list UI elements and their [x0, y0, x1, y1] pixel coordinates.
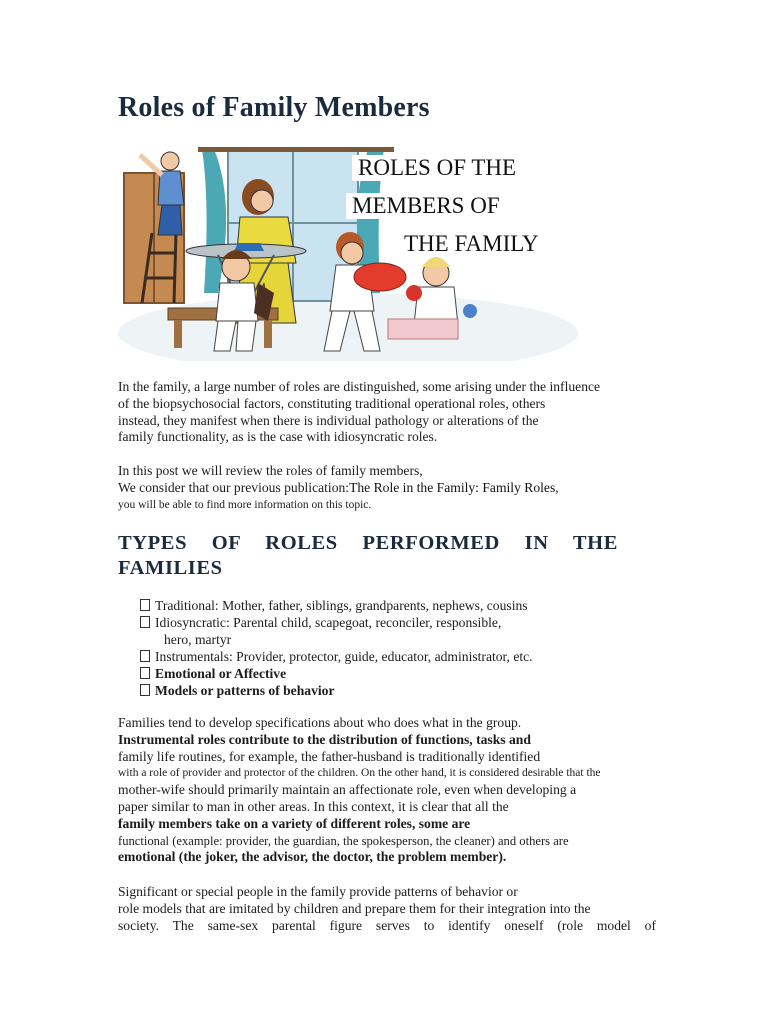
bullet-box-icon — [140, 684, 150, 696]
bullet-box-icon — [140, 616, 150, 628]
list-item-continuation: hero, martyr — [164, 632, 232, 647]
text-line: family functionality, as is the case with idiosyncratic roles. — [118, 429, 438, 445]
text-line: of the biopsychosocial factors, constituting traditional operational roles, others — [118, 395, 546, 411]
text-line: you will be able to find more information on this topic. — [118, 498, 372, 511]
banner-line-3: THE FAMILY — [398, 231, 594, 257]
list-item: Idiosyncratic: Parental child, scapegoat, reconciler, responsible, — [140, 614, 533, 631]
text-fragment: We consider that our previous publication: — [118, 479, 350, 495]
text-line — [118, 480, 649, 497]
text-line: emotional (the joker, the advisor, the doctor, the problem member). — [118, 849, 507, 865]
list-item: Models or patterns of behavior — [140, 682, 533, 699]
text-line: Instrumental roles contribute to the distribution of functions, tasks and — [118, 731, 531, 747]
text-line: family members take on a variety of different roles, some are — [118, 815, 471, 831]
text-line: with a role of provider and protector of the children. On the other hand, it is considered desirable that the — [118, 767, 601, 780]
text-line: mother-wife should primarily maintain an affectionate role, even when developing a — [118, 782, 577, 798]
list-item: Instrumentals: Provider, protector, guide, educator, administrator, etc. — [140, 648, 533, 665]
text-line: society. The same-sex parental figure serves to identify oneself (role model of — [118, 917, 656, 933]
text-line: Families tend to develop specifications about who does what in the group. — [118, 715, 522, 730]
text-line: In the family, a large number of roles are distinguished, some arising under the influence — [118, 379, 601, 394]
role-models-paragraph — [118, 884, 656, 934]
text-line: Significant or special people in the family provide patterns of behavior or — [118, 884, 518, 899]
text-line: functional (example: provider, the guardian, the spokesperson, the cleaner) and others are — [118, 833, 569, 848]
bullet-box-icon — [140, 667, 150, 679]
bullet-box-icon — [140, 599, 150, 611]
banner-line-1: ROLES OF THE — [352, 155, 586, 181]
section-heading: TYPES OF ROLES PERFORMED IN THE FAMILIES — [118, 532, 618, 579]
text-line: instead, they manifest when there is individual pathology or alterations of the — [118, 412, 539, 428]
instrumental-roles-paragraph — [118, 715, 649, 866]
text-line: role models that are imitated by children and prepare them for their integration into the — [118, 900, 591, 916]
bullet-box-icon — [140, 650, 150, 662]
intro-paragraph — [118, 379, 649, 446]
list-item: Emotional or Affective — [140, 665, 533, 682]
list-item: Traditional: Mother, father, siblings, grandparents, nephews, cousins — [140, 597, 533, 614]
text-fragment: , — [555, 479, 559, 495]
banner-line-2: MEMBERS OF — [346, 193, 590, 219]
roles-list — [140, 597, 533, 699]
text-line: paper similar to man in other areas. In this context, it is clear that all the — [118, 798, 509, 814]
text-line: family life routines, for example, the father-husband is traditionally identified — [118, 748, 541, 764]
page-title: Roles of Family Members — [118, 92, 430, 123]
previous-publication-link[interactable]: The Role in the Family: Family Roles — [349, 479, 556, 495]
post-reference-paragraph — [118, 463, 649, 513]
text-line: In this post we will review the roles of family members, — [118, 463, 423, 478]
